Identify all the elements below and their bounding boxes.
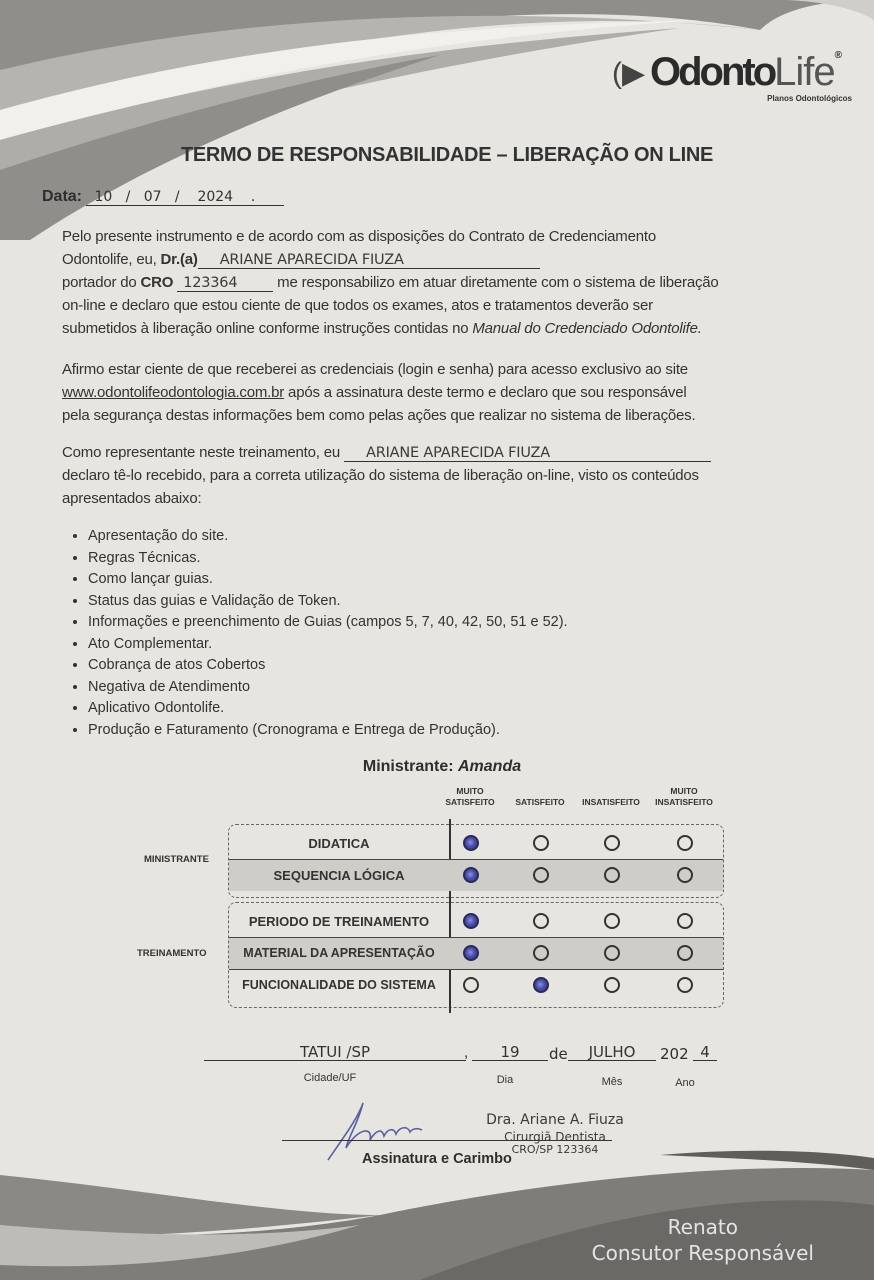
consultant-name: Renato (667, 1215, 738, 1239)
rating-column-header (500, 786, 580, 808)
caption-city: Cidade/UF (303, 1072, 357, 1084)
column-header-line2: INSATISFEITO (655, 797, 713, 807)
representative-name-field[interactable]: ARIANE APARECIDA FIUZA (344, 445, 711, 462)
date-day: 10 (94, 189, 113, 205)
date-sep: / (174, 189, 180, 205)
consultant-role: Consutor Responsável (591, 1241, 814, 1265)
topic-item: • Aplicativo Odontolife. (88, 698, 568, 720)
topic-item: • Cobrança de atos Cobertos (88, 655, 568, 677)
rating-radio[interactable] (677, 835, 693, 851)
rating-criterion: PERIODO DE TREINAMENTO (248, 914, 430, 929)
rating-group-label: MINISTRANTE (144, 854, 209, 865)
city-field[interactable]: TATUI /SP (204, 1044, 466, 1061)
rating-radio[interactable] (604, 835, 620, 851)
topic-item: • Negativa de Atendimento (88, 677, 568, 699)
stamp-name: Dra. Ariane A. Fiuza (486, 1112, 624, 1128)
comma: , (464, 1044, 469, 1061)
topic-item: • Apresentação do site. (88, 526, 568, 548)
rating-row (229, 860, 723, 891)
rating-radio-selected[interactable] (533, 977, 549, 993)
instructor-name: Amanda (458, 758, 522, 775)
rating-radio[interactable] (533, 913, 549, 929)
date-value[interactable] (86, 189, 284, 206)
rating-group-label: TREINAMENTO (137, 948, 207, 959)
consultant-block (592, 1214, 814, 1266)
rating-radio[interactable] (677, 977, 693, 993)
rating-column-header (430, 786, 510, 808)
website-link[interactable]: www.odontolifeodontologia.com.br (62, 384, 285, 401)
dr-name-field[interactable]: ARIANE APARECIDA FIUZA (198, 252, 540, 269)
rating-radio[interactable] (677, 867, 693, 883)
signature-scribble-text (380, 1118, 419, 1136)
topic-item: • Ato Complementar. (88, 634, 568, 656)
text-line: Odontolife, eu, Dr.(a) ARIANE APARECIDA FIUZA (62, 248, 832, 271)
rating-row (229, 938, 723, 969)
column-header-line2: SATISFEITO (445, 797, 495, 807)
date-end: . (250, 189, 256, 205)
rating-radio-selected[interactable] (463, 835, 479, 851)
rating-radio-selected[interactable] (463, 945, 479, 961)
rating-radio-selected[interactable] (463, 867, 479, 883)
cro-field[interactable]: 123364 (177, 275, 273, 292)
column-header-line1: MUITO (670, 786, 698, 796)
text-line: www.odontolifeodontologia.com.br após a assinatura deste termo e declaro que sou responsável (62, 384, 687, 401)
topic-item: • Regras Técnicas. (88, 548, 568, 570)
date-field (42, 188, 284, 206)
row-separator (229, 937, 723, 938)
date-year: 2024 (197, 189, 234, 205)
topic-item: • Informações e preenchimento de Guias (campos 5, 7, 40, 42, 50, 51 e 52). (88, 612, 568, 634)
day-field[interactable]: 19 (472, 1044, 548, 1061)
topic-item: • Status das guias e Validação de Token. (88, 591, 568, 613)
rating-group-treinamento (228, 902, 724, 1008)
rating-radio[interactable] (677, 945, 693, 961)
caption-day: Dia (496, 1074, 514, 1086)
date-sep: / (125, 189, 131, 205)
dr-label: Dr.(a) (160, 251, 198, 268)
rating-criterion: DIDATICA (308, 836, 370, 851)
month-field[interactable]: JULHO (568, 1044, 656, 1061)
instructor-heading: Ministrante: Amanda (362, 758, 522, 775)
de-label: de (549, 1045, 568, 1063)
row-separator (229, 969, 723, 970)
logo-arrow-icon: (▶ (612, 57, 646, 90)
rating-radio[interactable] (533, 945, 549, 961)
caption-month: Mês (601, 1076, 623, 1088)
paragraph-contract (62, 225, 832, 340)
stamp-title: Cirurgiã Dentista (504, 1130, 606, 1144)
rating-radio[interactable] (604, 913, 620, 929)
logo-tagline: Planos Odontológicos (767, 94, 852, 103)
rating-radio[interactable] (463, 977, 479, 993)
column-header-line1: MUITO (456, 786, 484, 796)
manual-reference: Manual do Credenciado Odontolife. (472, 320, 702, 337)
rating-group-ministrante (228, 824, 724, 898)
rating-row (229, 970, 723, 1001)
topics-list (66, 526, 568, 741)
column-header-line2: INSATISFEITO (582, 797, 640, 807)
paragraph-training (62, 441, 832, 510)
cro-label: CRO (140, 274, 174, 291)
paragraph-credentials (62, 358, 832, 427)
date-month: 07 (143, 189, 162, 205)
rating-radio[interactable] (533, 835, 549, 851)
caption-year: Ano (675, 1077, 695, 1089)
topic-item: • Como lançar guias. (88, 569, 568, 591)
signature-caption: Assinatura e Carimbo (362, 1151, 512, 1167)
text-line: Afirmo estar ciente de que receberei as credenciais (login e senha) para acesso exclusivo ao site (62, 361, 688, 378)
rating-row (229, 906, 723, 937)
text-line: on-line e declaro que estou ciente de que todos os exames, atos e tratamentos deverão ser (62, 297, 653, 314)
rating-criterion: SEQUENCIA LÓGICA (273, 868, 405, 883)
column-header-line1 (500, 786, 580, 797)
rating-column-header (644, 786, 724, 808)
rating-criterion: MATERIAL DA APRESENTAÇÃO (243, 946, 435, 960)
text-line: Como representante neste treinamento, eu ARIANE APARECIDA FIUZA (62, 441, 832, 464)
date-label: Data: (42, 188, 83, 205)
rating-column-header (571, 786, 651, 808)
text-line: submetidos à liberação online conforme instruções contidas no Manual do Credenciado Odontolife. (62, 320, 702, 337)
text-line: pela segurança destas informações bem como pelas ações que realizar no sistema de liberações. (62, 407, 696, 424)
topic-item: • Produção e Faturamento (Cronograma e Entrega de Produção). (88, 720, 568, 742)
column-header-line2: SATISFEITO (515, 797, 565, 807)
rating-criterion: FUNCIONALIDADE DO SISTEMA (242, 978, 436, 992)
rating-radio-selected[interactable] (463, 913, 479, 929)
rating-radio[interactable] (604, 977, 620, 993)
column-header-line1 (571, 786, 651, 797)
text-line: portador do CRO 123364 me responsabilizo em atuar diretamente com o sistema de liberação (62, 274, 719, 291)
rating-radio[interactable] (604, 945, 620, 961)
document-title: TERMO DE RESPONSABILIDADE – LIBERAÇÃO ON LINE (180, 144, 714, 166)
year-prefix: 202 (660, 1045, 689, 1063)
stamp-cro: CRO/SP 123364 (511, 1143, 599, 1156)
rating-radio[interactable] (677, 913, 693, 929)
text-line: Pelo presente instrumento e de acordo com as disposições do Contrato de Credenciamento (62, 228, 656, 245)
logo-wordmark: OdontoLife® (650, 50, 840, 94)
text-line: declaro tê-lo recebido, para a correta utilização do sistema de liberação on-line, visto os conteúdos (62, 467, 699, 484)
year-field[interactable]: 4 (693, 1044, 717, 1061)
text-line: apresentados abaixo: (62, 490, 202, 507)
odontolife-logo (612, 50, 862, 105)
row-separator (229, 859, 723, 860)
rating-radio[interactable] (604, 867, 620, 883)
rating-radio[interactable] (533, 867, 549, 883)
rating-row (229, 828, 723, 859)
